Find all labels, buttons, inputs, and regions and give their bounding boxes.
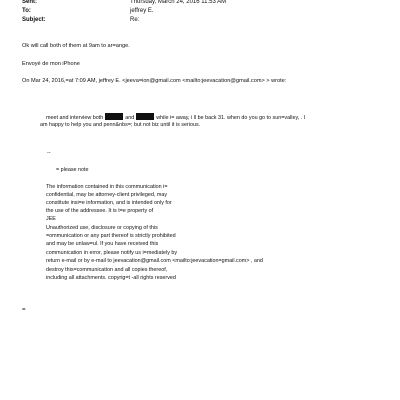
disclaimer-line: constitute insi=e information, and is intended only for [46,200,172,206]
disclaimer-line: return e-mail or by e-mail to jeevacation@gmail.com <mailto:jeevacation=gmail.com> , and [46,258,263,264]
disclaimer-line: The information contained in this communication i= [46,184,168,190]
to-row [22,7,154,15]
quoted-line-2: am happy to help you and penn&nbs=; but not biz until it is serious. [40,122,201,128]
sent-label: Sent: [22,0,37,5]
disclaimer-line: and may be unlaw=ul. If you have received this [46,241,159,247]
disclaimer-line: JEE [46,216,56,222]
subject-value: Re: [130,17,140,23]
disclaimer-line: the use of the addressee. It is t=e property of [46,208,154,214]
signature-dashes: -- [47,150,51,156]
quoted-text-c: while i= away, i ll be back 31. when do you go to sun=valley, . I [156,115,306,121]
disclaimer-line: including all attachments. copyrig=t -all rights reserved [46,275,176,281]
reply-text: Ok will call both of them at 9am to ar=ange. [22,43,130,49]
please-note: = please note [56,167,89,173]
footer-mark: = [22,307,26,313]
disclaimer-line: =ommunication or any part thereof is strictly prohibited [46,233,176,239]
signature-text: Envoyé de mon iPhone [22,61,80,67]
redaction-block [136,113,154,120]
disclaimer-line: destroy this=communication and all copies thereof, [46,267,168,273]
sent-value: Thursday, March 24, 2016 11:53 AM [130,0,227,5]
subject-row [22,16,139,24]
to-value: jeffrey E. [130,8,154,14]
redaction-block [105,113,123,120]
disclaimer-line: confidential, may be attorney-client privileged, may [46,192,168,198]
subject-label: Subject: [22,17,46,23]
disclaimer-line: Unauthorized use, disclosure or copying of this [46,225,158,231]
quote-intro: On Mar 24, 2016,=at 7:09 AM, jeffrey E. <jeeva=ion@gmail.com <mailto:jeevacation@gmail.com> > wrote: [22,78,287,84]
disclaimer-line: communication in error, please notify us i=mediately by [46,250,178,256]
sent-row [22,0,226,6]
to-label: To: [22,8,31,14]
quoted-text-a: meet and interview both [46,115,104,121]
quoted-text-b: and [125,115,135,121]
